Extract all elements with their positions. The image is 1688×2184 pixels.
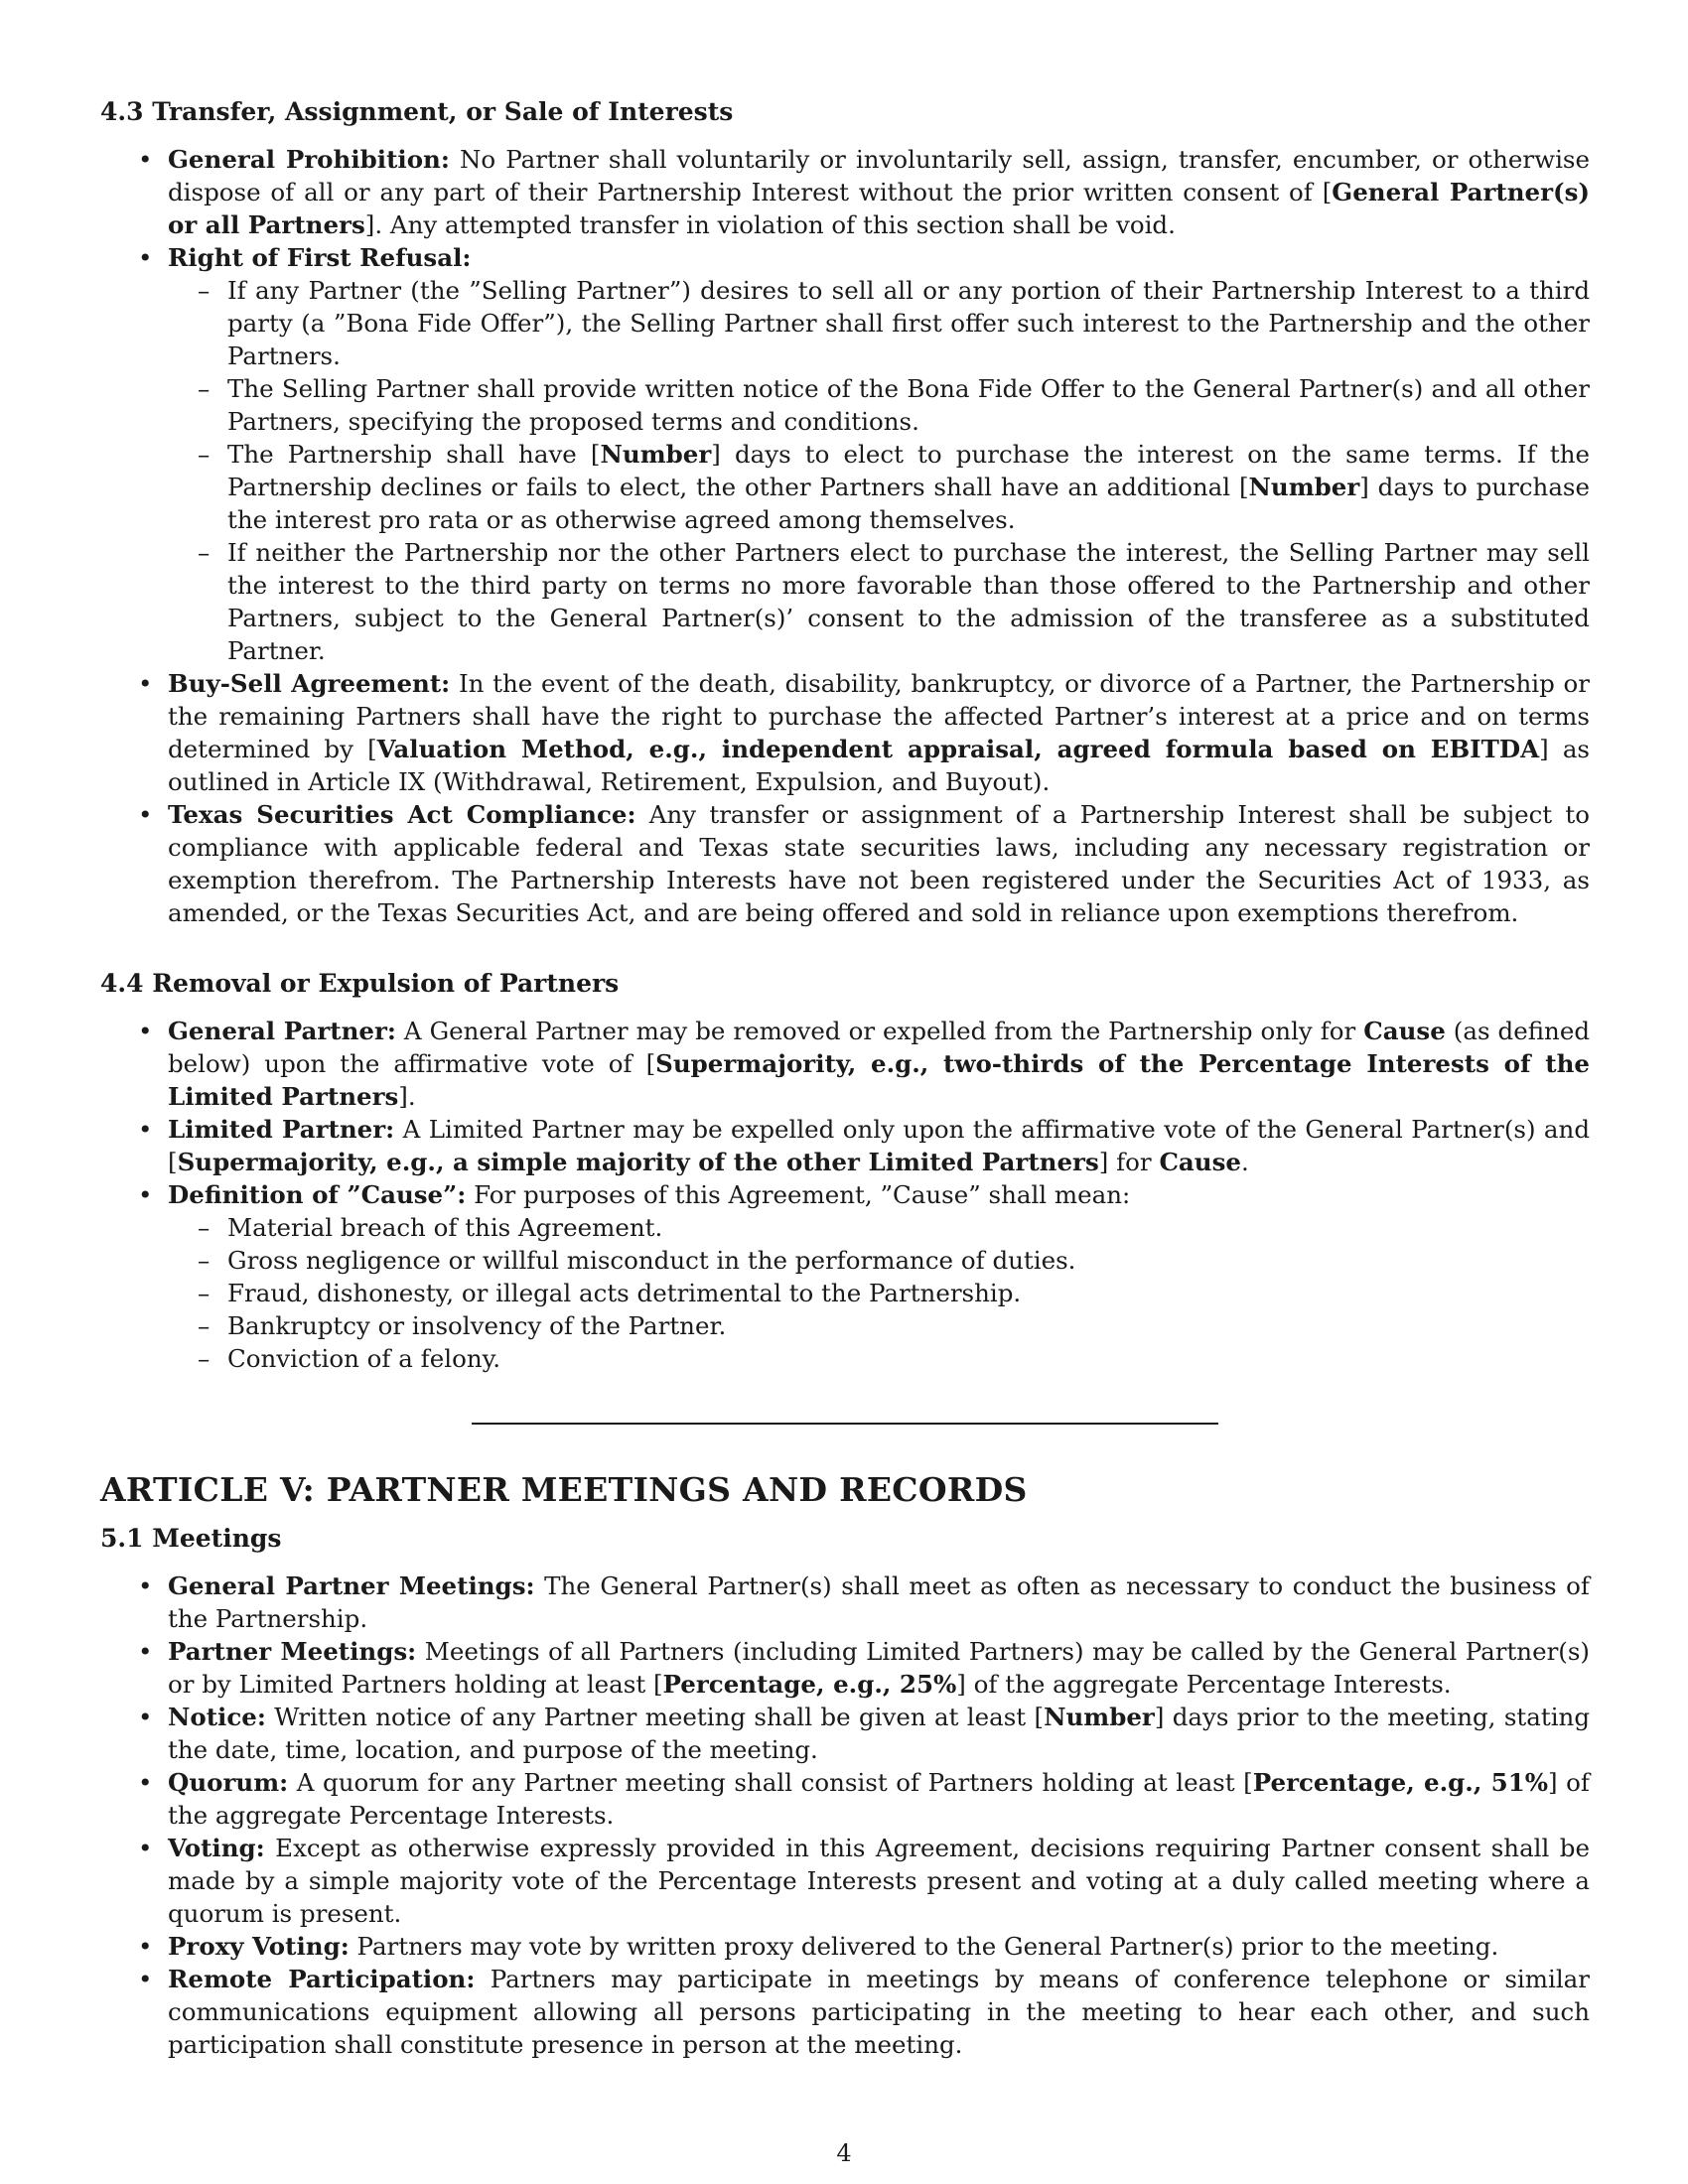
item-label: Texas Securities Act Compliance:: [168, 800, 636, 829]
item-text: Partners may participate in meetings by means of conference telephone or similar communications equipment allowing all persons participating in the meeting to hear each other, and such participation shall constitute presence in person at the meeting.: [168, 1965, 1590, 2059]
item-text: Except as otherwise expressly provided in this Agreement, decisions requiring Partner consent shall be made by a simple majority vote of the Percentage Interests present and voting at a duly called meeting where a quorum is present.: [168, 1834, 1590, 1928]
placeholder-text: Percentage, e.g., 51%: [1252, 1768, 1549, 1797]
item-label: Limited Partner:: [168, 1115, 395, 1144]
item-text: ] days to purchase the interest pro rata or as otherwise agreed among themselves.: [227, 473, 1590, 534]
item-label: Voting:: [168, 1834, 265, 1862]
placeholder-text: Percentage, e.g., 25%: [662, 1670, 957, 1699]
cause-sublist: [168, 1211, 1590, 1375]
list-item-notice: [100, 1701, 1590, 1766]
list-item-general-partner: [100, 1015, 1590, 1113]
item-label: Buy-Sell Agreement:: [168, 669, 451, 698]
item-label: Quorum:: [168, 1768, 289, 1797]
item-text: No Partner shall voluntarily or involuntarily sell, assign, transfer, encumber, or otherwise dispose of all or any part of their Partnership Interest without the prior written consent of [: [168, 145, 1590, 206]
item-label: Proxy Voting:: [168, 1932, 350, 1961]
item-text: ].: [398, 1082, 416, 1111]
item-text: The General Partner(s) shall meet as often as necessary to conduct the business of the Partnership.: [168, 1571, 1590, 1633]
section-5-1-list: [100, 1570, 1590, 2061]
section-4-4-heading: 4.4 Removal or Expulsion of Partners: [100, 969, 620, 998]
sublist-item: – If neither the Partnership nor the other Partners elect to purchase the interest, the Selling Partner may sell the interest to the third party on terms no more favorable than those offered to the Partnership and other Partners, subject to the General Partner(s)’ consent to the admission of the transferee as a substituted Partner.: [168, 536, 1590, 667]
item-text: ] days to elect to purchase the interest on the same terms. If the Partnership declines or fails to elect, the other Partners shall have an additional [: [227, 440, 1590, 501]
sublist-item: – Gross negligence or willful misconduct in the performance of duties.: [168, 1244, 1590, 1277]
section-4-4-list: [100, 1015, 1590, 1375]
sublist-item: – If any Partner (the ”Selling Partner”) desires to sell all or any portion of their Partnership Interest to a third party (a ”Bona Fide Offer”), the Selling Partner shall first offer such interest to the Partnership and the other Partners.: [168, 274, 1590, 372]
list-item-buy-sell-agreement: [100, 667, 1590, 798]
item-text: (as defined below) upon the affirmative vote of [: [168, 1017, 1591, 1078]
section-5-1-heading: 5.1 Meetings: [100, 1524, 282, 1553]
placeholder-text: Supermajority, e.g., a simple majority of the other Limited Partners: [177, 1148, 1099, 1176]
sublist-item: – Conviction of a felony.: [168, 1342, 1590, 1375]
placeholder-text: Number: [1044, 1703, 1155, 1731]
list-item-definition-of-cause: [100, 1178, 1590, 1375]
list-item-remote-participation: [100, 1963, 1590, 2061]
cause-term: Cause: [1159, 1148, 1242, 1176]
list-item-limited-partner: [100, 1113, 1590, 1178]
sublist-item: – Fraud, dishonesty, or illegal acts detrimental to the Partnership.: [168, 1277, 1590, 1309]
item-text: .: [1241, 1148, 1249, 1176]
item-text: For purposes of this Agreement, ”Cause” shall mean:: [466, 1180, 1131, 1209]
item-text: The Partnership shall have [: [227, 440, 601, 469]
placeholder-text: Supermajority, e.g., two-thirds of the Percentage Interests of the Limited Partners: [168, 1049, 1590, 1111]
list-item-general-partner-meetings: [100, 1570, 1590, 1635]
item-text: Written notice of any Partner meeting shall be given at least [: [265, 1703, 1045, 1731]
section-4-3-heading: 4.3 Transfer, Assignment, or Sale of Interests: [100, 97, 734, 126]
placeholder-text: General Partner(s) or all Partners: [168, 178, 1590, 239]
list-item-proxy-voting: [100, 1930, 1590, 1963]
item-text: Meetings of all Partners (including Limited Partners) may be called by the General Partner(s) or by Limited Partners holding at least [: [168, 1637, 1590, 1699]
item-text: ] for: [1098, 1148, 1160, 1176]
item-label: Remote Participation:: [168, 1965, 476, 1993]
item-text: Partners may vote by written proxy delivered to the General Partner(s) prior to the meeting.: [349, 1932, 1499, 1961]
item-text: ] as outlined in Article IX (Withdrawal, Retirement, Expulsion, and Buyout).: [168, 735, 1590, 796]
item-text: A General Partner may be removed or expelled from the Partnership only for: [395, 1017, 1364, 1045]
item-text: ]. Any attempted transfer in violation of this section shall be void.: [364, 210, 1176, 239]
list-item-general-prohibition: [100, 143, 1590, 241]
item-label: General Partner:: [168, 1017, 396, 1045]
item-label: Notice:: [168, 1703, 266, 1731]
horizontal-rule: [472, 1423, 1218, 1425]
item-text: A quorum for any Partner meeting shall consist of Partners holding at least [: [288, 1768, 1253, 1797]
sublist-item: – Bankruptcy or insolvency of the Partner.: [168, 1309, 1590, 1342]
cause-term: Cause: [1363, 1017, 1446, 1045]
item-label: General Prohibition:: [168, 145, 450, 174]
sublist-item: [168, 438, 1590, 536]
item-text: Any transfer or assignment of a Partnership Interest shall be subject to compliance with applicable federal and Texas state securities laws, including any necessary registration or exemption therefrom. The Partnership Interests have not been registered under the Securities Act of 1933, as amended, or the Texas Securities Act, and are being offered and sold in reliance upon exemptions therefrom.: [168, 800, 1590, 927]
sublist-item: – Material breach of this Agreement.: [168, 1211, 1590, 1244]
item-label: Partner Meetings:: [168, 1637, 417, 1666]
list-item-partner-meetings: [100, 1635, 1590, 1701]
item-text: A Limited Partner may be expelled only upon the affirmative vote of the General Partner(s) and [: [168, 1115, 1591, 1176]
list-item-right-of-first-refusal: [100, 241, 1590, 667]
item-text: ] of the aggregate Percentage Interests.: [168, 1768, 1590, 1830]
section-4-3-list: [100, 143, 1590, 929]
document-page: [100, 95, 1590, 2061]
rofr-sublist: [168, 274, 1590, 667]
item-text: ] days prior to the meeting, stating the date, time, location, and purpose of the meeting.: [168, 1703, 1590, 1764]
list-item-quorum: [100, 1766, 1590, 1832]
item-text: In the event of the death, disability, bankruptcy, or divorce of a Partner, the Partnership or the remaining Partners shall have the right to purchase the affected Partner’s interest at a price and on terms determined by [: [168, 669, 1590, 763]
item-text: ] of the aggregate Percentage Interests.: [956, 1670, 1452, 1699]
list-item-voting: [100, 1832, 1590, 1930]
page-number: 4: [836, 2139, 852, 2167]
sublist-item: – The Selling Partner shall provide written notice of the Bona Fide Offer to the General Partner(s) and all other Partners, specifying the proposed terms and conditions.: [168, 372, 1590, 438]
item-label: Definition of ”Cause”:: [168, 1180, 467, 1209]
list-item-texas-securities: [100, 798, 1590, 929]
item-label: General Partner Meetings:: [168, 1571, 535, 1600]
item-label: Right of First Refusal:: [168, 243, 472, 272]
article-heading: ARTICLE V: PARTNER MEETINGS AND RECORDS: [100, 1470, 1028, 1509]
placeholder-text: Number: [600, 440, 712, 469]
placeholder-text: Number: [1248, 473, 1360, 501]
placeholder-text: Valuation Method, e.g., independent appraisal, agreed formula based on EBITDA: [376, 735, 1540, 763]
